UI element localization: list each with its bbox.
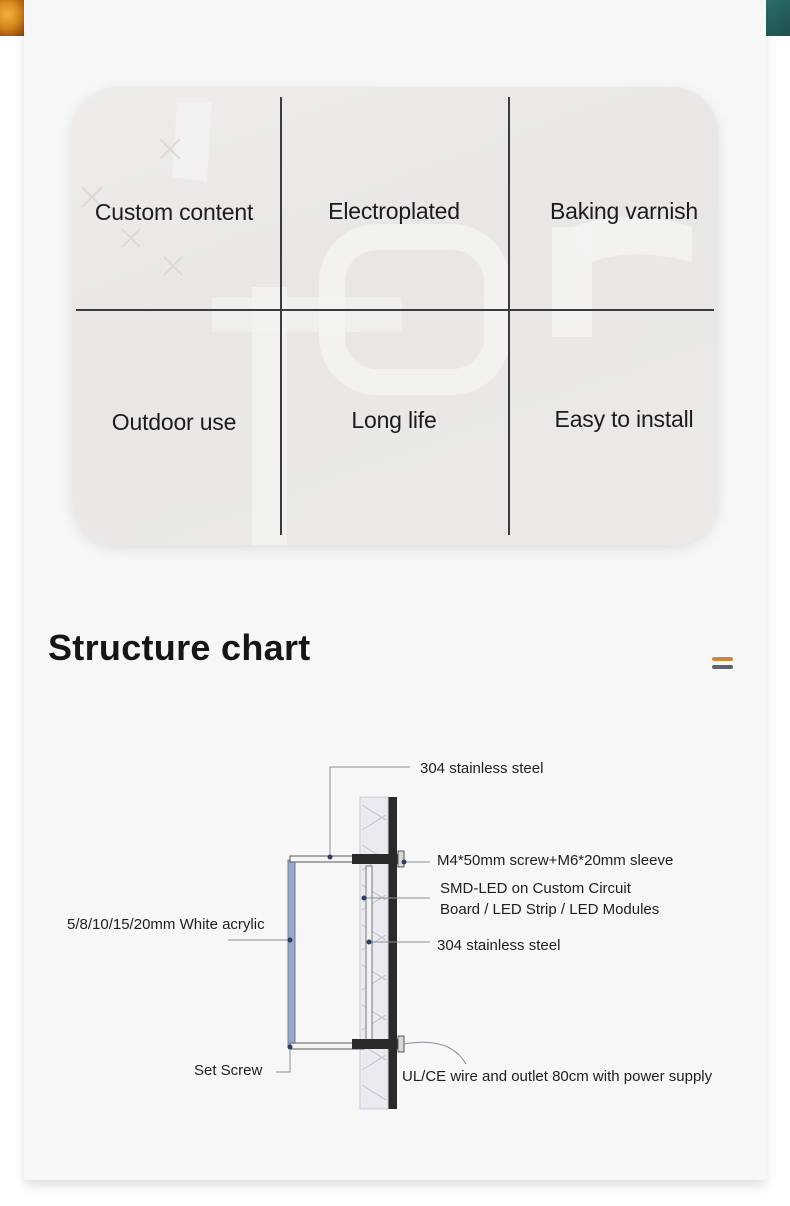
- section-title: Structure chart: [48, 627, 311, 668]
- decorative-corner-left: [0, 0, 24, 36]
- label-stainless-steel-mid: 304 stainless steel: [437, 937, 561, 954]
- features-grid: [72, 87, 718, 545]
- label-set-screw: Set Screw: [194, 1062, 263, 1079]
- feature-long-life: Long life: [351, 407, 437, 433]
- background-letters-shape: [72, 87, 718, 545]
- label-stainless-steel-top: 304 stainless steel: [420, 760, 544, 777]
- decorative-corner-right: [766, 0, 790, 36]
- grid-divider-horizontal: [76, 309, 714, 311]
- grid-divider-vertical: [280, 97, 282, 535]
- menu-lines-icon: [712, 657, 734, 671]
- feature-baking-varnish: Baking varnish: [549, 198, 699, 224]
- label-wire-outlet: UL/CE wire and outlet 80cm with power supply: [402, 1068, 713, 1085]
- label-smd-led-line2: Board / LED Strip / LED Modules: [440, 901, 660, 918]
- feature-electroplated: Electroplated: [328, 198, 460, 224]
- label-white-acrylic: 5/8/10/15/20mm White acrylic: [67, 916, 265, 933]
- feature-custom-content: Custom content: [94, 199, 254, 225]
- label-screw: M4*50mm screw+M6*20mm sleeve: [437, 852, 674, 869]
- feature-outdoor-use: Outdoor use: [111, 409, 237, 435]
- label-smd-led-line1: SMD-LED on Custom Circuit: [440, 880, 631, 897]
- feature-easy-to-install: Easy to install: [554, 406, 694, 432]
- grid-divider-vertical: [508, 97, 510, 535]
